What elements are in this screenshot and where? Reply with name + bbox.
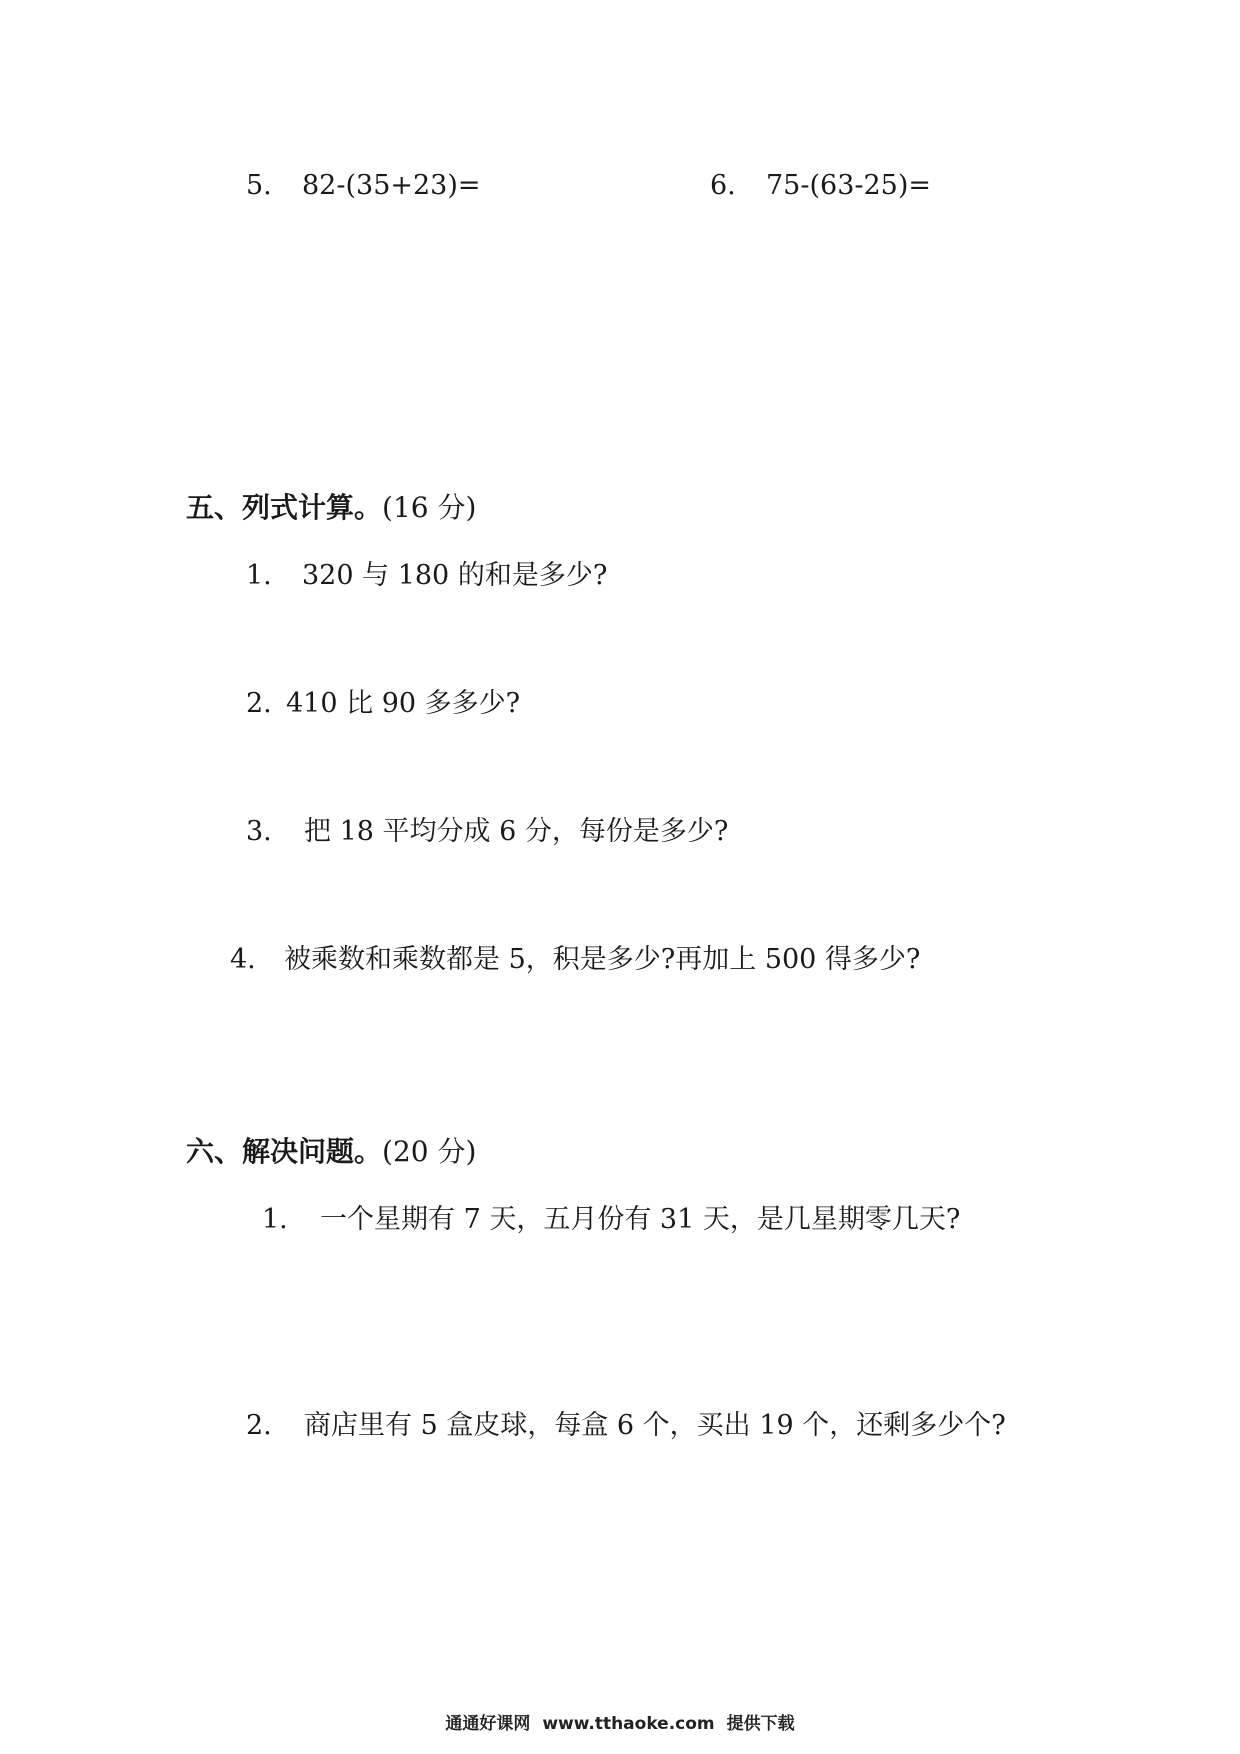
section-5-heading (186, 491, 477, 524)
item-text: 商店里有 5 盒皮球，每盒 6 个，买出 19 个，还剩多少个? (304, 1410, 1006, 1441)
footer-url: www.tthaoke.com (542, 1714, 715, 1734)
item-number: 2. (246, 688, 272, 719)
footer-suffix: 提供下载 (726, 1714, 795, 1734)
item-number: 2. (246, 1410, 272, 1441)
section-score: (16 分) (382, 491, 477, 524)
item-number: 4. (230, 944, 256, 975)
item-number: 6. (710, 170, 736, 201)
section-5-item-3 (246, 818, 728, 845)
item-number: 1. (246, 560, 272, 591)
section-title: 六、解决问题。 (186, 1135, 383, 1168)
item-text: 被乘数和乘数都是 5，积是多少?再加上 500 得多少? (284, 944, 921, 975)
calc-item-6 (710, 172, 931, 199)
page-footer (0, 1709, 1240, 1734)
footer-site-name: 通通好课网 (445, 1714, 531, 1734)
section-score: (20 分) (382, 1135, 477, 1168)
item-text: 一个星期有 7 天，五月份有 31 天，是几星期零几天? (320, 1204, 961, 1235)
expression: 82-(35+23)= (302, 170, 481, 201)
section-5-item-4 (230, 946, 920, 973)
expression: 75-(63-25)= (766, 170, 932, 201)
item-text: 410 比 90 多多少? (286, 688, 521, 719)
section-6-heading (186, 1135, 477, 1168)
calc-item-5 (246, 172, 481, 199)
section-5-item-2 (246, 690, 520, 717)
item-number: 3. (246, 816, 272, 847)
item-number: 5. (246, 170, 272, 201)
section-6-item-2 (246, 1412, 1006, 1439)
section-title: 五、列式计算。 (186, 491, 383, 524)
section-6-item-1 (262, 1206, 960, 1233)
item-text: 把 18 平均分成 6 分，每份是多少? (304, 816, 729, 847)
item-text: 320 与 180 的和是多少? (302, 560, 608, 591)
section-5-item-1 (246, 562, 607, 589)
item-number: 1. (262, 1204, 288, 1235)
